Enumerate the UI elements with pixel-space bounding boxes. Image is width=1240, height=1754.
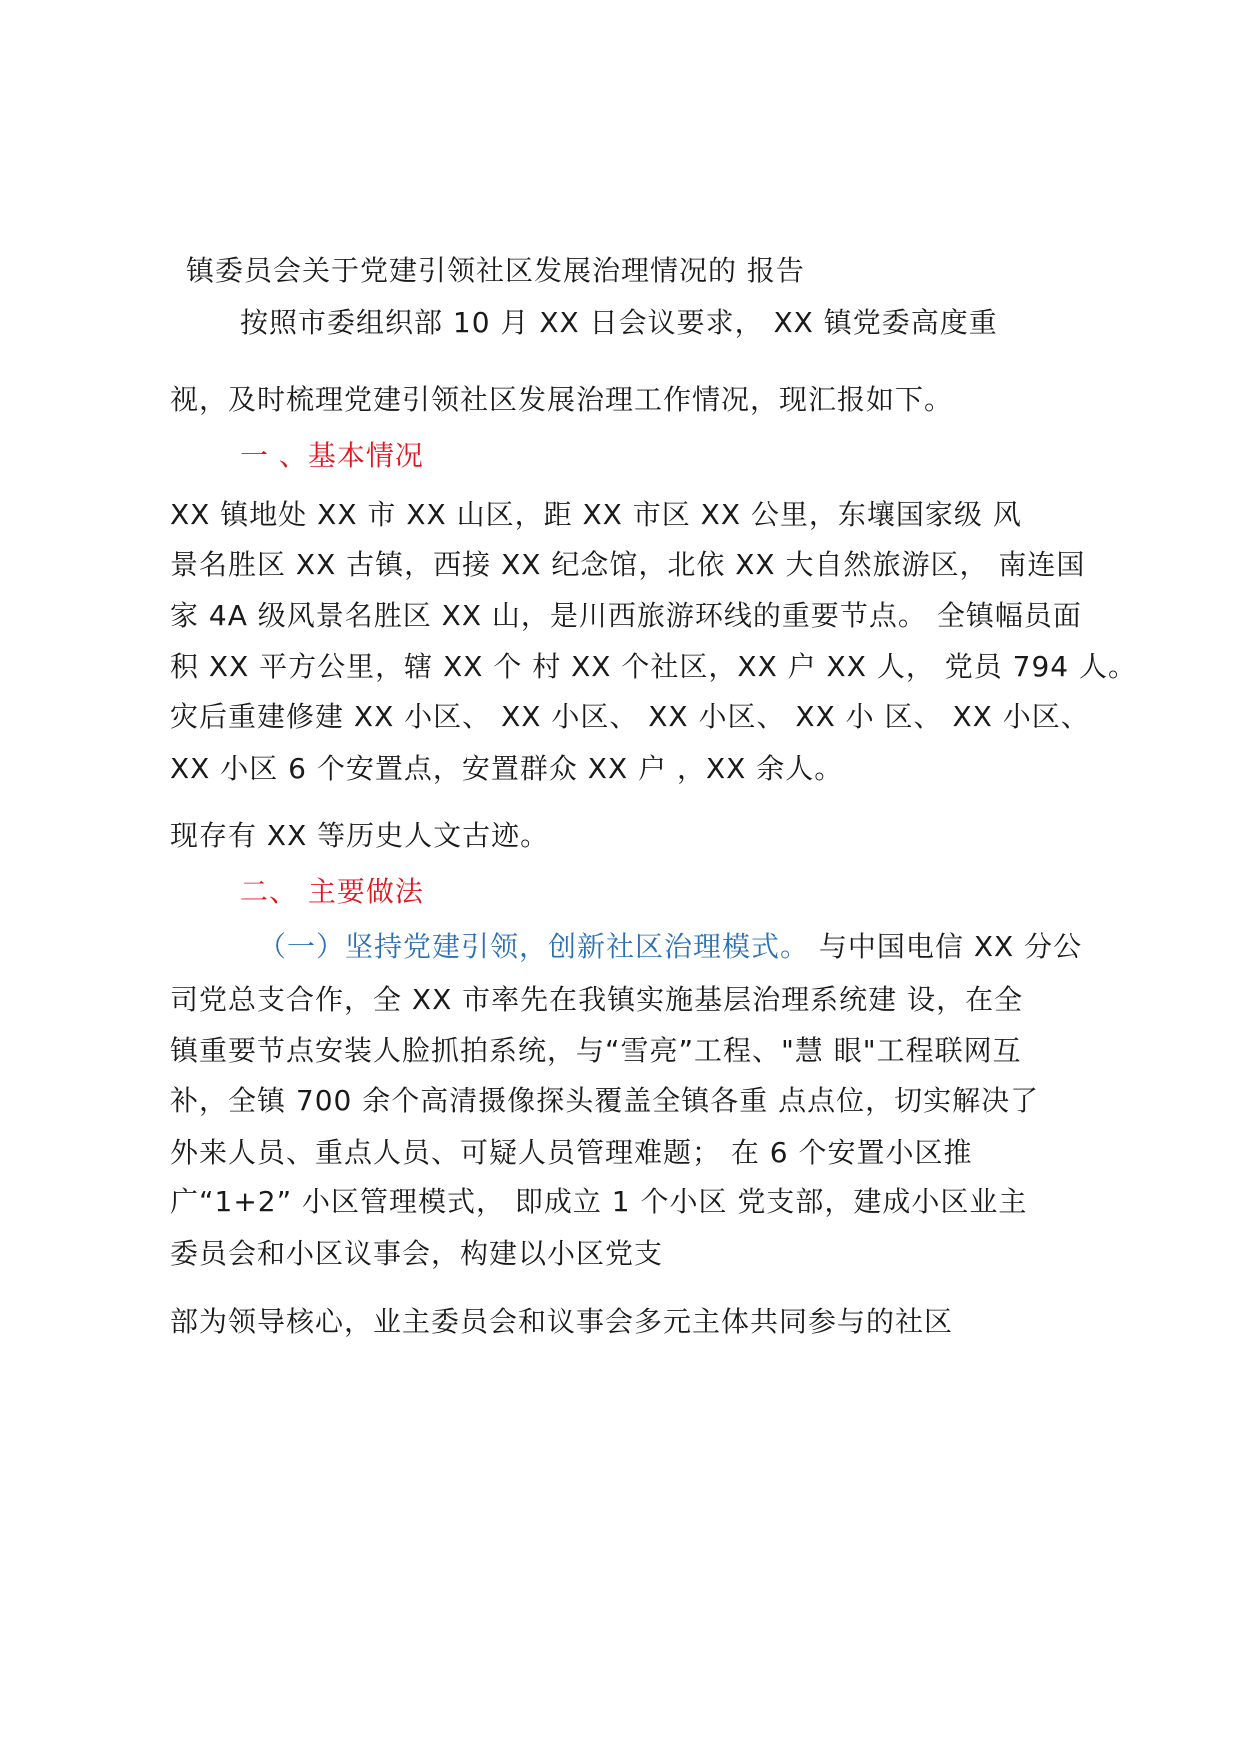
subsection-1-line: 司党总支合作，全 XX 市率先在我镇实施基层治理系统建 设，在全 xyxy=(170,983,1024,1016)
section-heading-main-practices: 二、 主要做法 xyxy=(240,875,424,908)
subsection-1-line: 镇重要节点安装人脸抓拍系统，与“雪亮”工程、"慧 眼"工程联网互 xyxy=(170,1034,1022,1067)
section-1-line: 景名胜区 XX 古镇，西接 XX 纪念馆，北依 XX 大自然旅游区， 南连国 xyxy=(170,548,1086,581)
subsection-1-line: 部为领导核心，业主委员会和议事会多元主体共同参与的社区 xyxy=(170,1305,954,1338)
subsection-1-heading: （一）坚持党建引领，创新社区治理模式。 xyxy=(258,930,810,963)
subsection-1-line: 补，全镇 700 余个高清摄像探头覆盖全镇各重 点点位，切实解决了 xyxy=(170,1084,1040,1117)
section-1-line: XX 镇地处 XX 市 XX 山区，距 XX 市区 XX 公里，东壤国家级 风 xyxy=(170,498,1022,531)
subsection-1-lead-text: 与中国电信 XX 分公 xyxy=(809,930,1083,963)
section-1-line: XX 小区 6 个安置点，安置群众 XX 户 ，XX 余人。 xyxy=(170,752,844,785)
section-1-line: 家 4A 级风景名胜区 XX 山，是川西旅游环线的重要节点。 全镇幅员面 xyxy=(170,599,1082,632)
intro-line-2: 视，及时梳理党建引领社区发展治理工作情况，现汇报如下。 xyxy=(170,383,954,416)
subsection-1-line: 外来人员、重点人员、可疑人员管理难题； 在 6 个安置小区推 xyxy=(170,1136,973,1169)
subsection-1-line: 广“1+2” 小区管理模式， 即成立 1 个小区 党支部，建成小区业主 xyxy=(170,1185,1028,1218)
section-heading-basic-situation: 一 、基本情况 xyxy=(240,439,424,472)
intro-line-1: 按照市委组织部 10 月 XX 日会议要求， XX 镇党委高度重 xyxy=(240,306,998,339)
section-1-line: 积 XX 平方公里，辖 XX 个 村 XX 个社区，XX 户 XX 人， 党员 794 人。 xyxy=(170,650,1137,683)
section-1-line: 现存有 XX 等历史人文古迹。 xyxy=(170,819,550,852)
document-title: 镇委员会关于党建引领社区发展治理情况的 报告 xyxy=(186,254,805,287)
section-1-line: 灾后重建修建 XX 小区、 XX 小区、 XX 小区、 XX 小 区、 XX 小区、 xyxy=(170,700,1090,733)
subsection-1-line: 委员会和小区议事会，构建以小区党支 xyxy=(170,1237,664,1270)
subsection-1-first-line xyxy=(258,927,1082,967)
